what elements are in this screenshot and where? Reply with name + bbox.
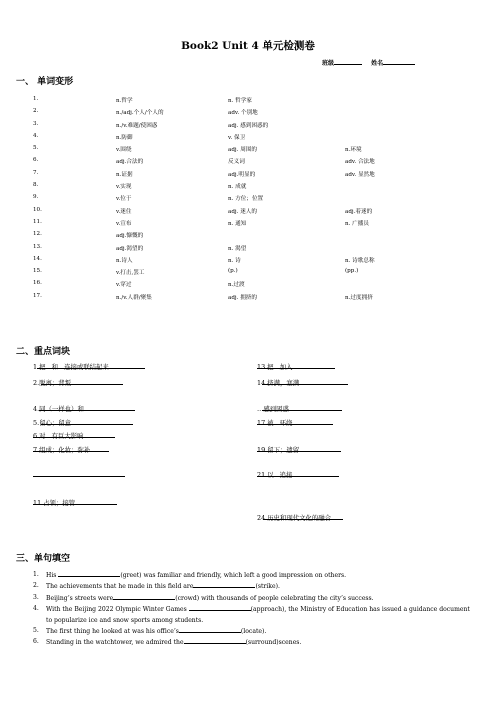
- class-blank[interactable]: [334, 64, 362, 65]
- word-form-table: [0, 96, 496, 305]
- word-cell: v.实现: [116, 184, 132, 191]
- word-row: [0, 121, 496, 133]
- section2-heading: 二、重点词块: [16, 347, 71, 357]
- word-row: [0, 231, 496, 243]
- answer-blank[interactable]: [193, 581, 255, 588]
- sentence-item: [33, 570, 473, 581]
- answer-blank[interactable]: [113, 593, 175, 600]
- sentence-text-before: The first thing he looked at was his office’s: [46, 628, 179, 636]
- word-cell: n. 渴望: [228, 245, 247, 252]
- page-title: Book2 Unit 4 单元检测卷: [181, 40, 315, 52]
- word-cell: n. 诗歌总称: [345, 257, 375, 264]
- word-cell: n./adj.个人/个人的: [116, 110, 164, 117]
- word-row: [0, 293, 496, 305]
- word-cell: adj. 拥挤的: [228, 294, 257, 301]
- sentence-text-after: (crowd) with thousands of people celebrating the city’s success.: [175, 594, 374, 602]
- word-cell: adj.渴望的: [116, 245, 144, 252]
- sentence-number: 5.: [33, 627, 39, 635]
- word-row: [0, 244, 496, 256]
- name-label: 姓名: [371, 60, 384, 67]
- word-cell: adj. 感到困惑的: [228, 122, 269, 129]
- word-cell: v.穿过: [116, 282, 132, 289]
- word-cell: n.防御: [116, 134, 133, 141]
- word-cell: (pp.): [345, 268, 359, 275]
- answer-blank[interactable]: [179, 626, 241, 633]
- class-name-line: [322, 58, 415, 67]
- word-cell: 16.: [33, 280, 42, 287]
- sentence-text-after: (greet) was familiar and friendly, which left a good impression on others.: [120, 572, 347, 579]
- word-cell: 10.: [33, 206, 42, 213]
- word-cell: 9.: [33, 194, 39, 201]
- word-cell: adj.合法的: [116, 159, 144, 166]
- sentence-text-before: The achievements that he made in this field are: [46, 583, 194, 591]
- sentence-text-after: (strike).: [255, 583, 280, 591]
- word-cell: v.迷住: [116, 208, 132, 215]
- word-cell: v.围绕: [116, 147, 132, 154]
- word-cell: 7.: [33, 169, 39, 176]
- word-cell: 8.: [33, 182, 39, 189]
- word-cell: 11.: [33, 218, 42, 225]
- word-row: [0, 194, 496, 206]
- word-cell: 17.: [33, 292, 42, 299]
- word-row: [0, 108, 496, 120]
- word-row: [0, 256, 496, 268]
- word-cell: adj.慷慨的: [116, 233, 144, 240]
- word-cell: n. 诗: [228, 257, 241, 264]
- worksheet-page: Book2 Unit 4 单元检测卷 班级 姓名 一、 单词变形 1. n.哲学 n. 哲学家 2. n./adj.个人/个人的 adv. 个别地 3. n./v.难题/使困惑 adj. 感到困惑的 4. n.防御 v. 保卫 5. v.围绕 adj. 周围的 n.环境 6. adj.合法的 反义词 adv. 合法地 7. n.证据 adj.明显的 adv. 显然地 8. v.实现 n. 成就 9. v.位于 n. 方位；位置 10. v.迷住 adj. 迷人的 adj.着迷的 11. v.宣布 n. 通知 n. 广播员 12. adj.慷慨的 13. adj.渴望的 n. 渴望 14. n.诗人 n. 诗 n. 诗歌总称 15. v.打击,罢工 (p.) (pp.) 16. v.穿过 n.过渡 17. n./v.人群/聚集 adj. 拥挤的 n.过度拥挤 二、重点词块 1.把...和...连接或联结起来 13.把...加入 2.脱离；背叛 14.挤满，塞满 4.同（一样也）和 …感到困惑 5.留心；留意 17.被...环绕 6.对...有巨大影响 7.组成；化妆；弥补 19.留下；遗留 21.以...追接 11.占领；接管 24.历史和现代文化的融合 三、单句填空 1. His (greet) was familiar and friendly, which left a good impression on others. 2. The achievements that he made in this field are (strike). 3. Beijing’s streets were (crowd) with thousands of people celebrating the city’s success. 4. With the Beijing 2022 Olympic Winter Games (approach), the Ministry of Education has issued a guidance document to popularize ice and snow sports among students. 5. The first thing he looked at was his office’s (locate). 6. Standing in the watchtower, we admired the (surround)scenes.: [0, 0, 496, 702]
- word-cell: adj. 周围的: [228, 147, 257, 154]
- sentence-text-after: (locate).: [240, 628, 267, 636]
- word-cell: 14.: [33, 255, 42, 262]
- word-row: [0, 219, 496, 231]
- word-cell: 反义词: [228, 159, 245, 166]
- word-cell: n./v.人群/聚集: [116, 294, 152, 301]
- sentence-item: [33, 637, 473, 648]
- word-row: [0, 280, 496, 292]
- section3-heading: 三、单句填空: [16, 554, 71, 564]
- name-blank[interactable]: [383, 64, 415, 65]
- word-cell: n.哲学: [116, 98, 133, 104]
- sentence-fill-list: [33, 570, 473, 649]
- sentence-item: [33, 593, 473, 604]
- word-cell: adj.明显的: [228, 171, 256, 178]
- word-row: [0, 133, 496, 145]
- sentence-number: 4.: [33, 605, 39, 613]
- word-cell: v.宣布: [116, 220, 132, 227]
- sentence-text-before: With the Beijing 2022 Olympic Winter Games: [46, 606, 189, 614]
- sentence-text-before: His: [46, 572, 59, 579]
- word-cell: 13.: [33, 243, 42, 250]
- word-row: [0, 207, 496, 219]
- word-cell: n. 方位；位置: [228, 196, 264, 203]
- word-cell: adv. 合法地: [345, 159, 375, 166]
- word-cell: adv. 个别地: [228, 110, 258, 117]
- word-cell: 1.: [33, 96, 39, 102]
- word-cell: v. 保卫: [228, 134, 246, 141]
- word-row: [0, 157, 496, 169]
- sentence-item: [33, 626, 473, 637]
- word-cell: (p.): [228, 268, 238, 275]
- word-cell: 15.: [33, 268, 42, 275]
- word-cell: n.诗人: [116, 257, 133, 264]
- word-cell: adj. 迷人的: [228, 208, 257, 215]
- sentence-text-before: Beijing’s streets were: [46, 594, 114, 602]
- word-cell: n. 广播员: [345, 220, 369, 227]
- class-label: 班级: [322, 60, 335, 67]
- sentence-number: 6.: [33, 638, 39, 646]
- word-row: [0, 182, 496, 194]
- word-cell: n.环境: [345, 147, 362, 154]
- sentence-number: 1.: [33, 571, 39, 578]
- sentence-item: [33, 581, 473, 592]
- sentence-number: 3.: [33, 593, 39, 601]
- sentence-text-after: (approach), the Ministry of Education has issued a guidance document to popularize ice and snow sports among students.: [46, 606, 470, 624]
- word-cell: 5.: [33, 145, 39, 152]
- answer-blank[interactable]: [58, 570, 120, 577]
- sentence-text-after: (surround)scenes.: [245, 639, 302, 647]
- word-cell: v.位于: [116, 196, 132, 203]
- sentence-item: [33, 604, 473, 626]
- word-row: [0, 268, 496, 280]
- word-row: [0, 96, 496, 108]
- sentence-number: 2.: [33, 582, 39, 590]
- word-row: [0, 145, 496, 157]
- word-cell: 4.: [33, 132, 39, 139]
- word-cell: 2.: [33, 108, 39, 115]
- answer-blank[interactable]: [184, 637, 246, 644]
- word-cell: n.证据: [116, 171, 133, 178]
- word-cell: 3.: [33, 120, 39, 127]
- word-cell: v.打击,罢工: [116, 270, 145, 277]
- word-row: [0, 170, 496, 182]
- word-cell: n.过渡: [228, 282, 245, 289]
- word-cell: n. 哲学家: [228, 98, 252, 104]
- word-cell: adv. 显然地: [345, 171, 375, 178]
- word-cell: 12.: [33, 231, 42, 238]
- word-cell: n. 成就: [228, 184, 247, 191]
- word-cell: n./v.难题/使困惑: [116, 122, 158, 129]
- sentence-text-before: Standing in the watchtower, we admired the: [46, 639, 184, 647]
- section1-heading: 一、 单词变形: [16, 77, 74, 87]
- word-cell: adj.着迷的: [345, 208, 373, 215]
- word-cell: n.过度拥挤: [345, 294, 373, 301]
- word-cell: 6.: [33, 157, 39, 164]
- word-cell: n. 通知: [228, 220, 247, 227]
- answer-blank[interactable]: [189, 604, 251, 611]
